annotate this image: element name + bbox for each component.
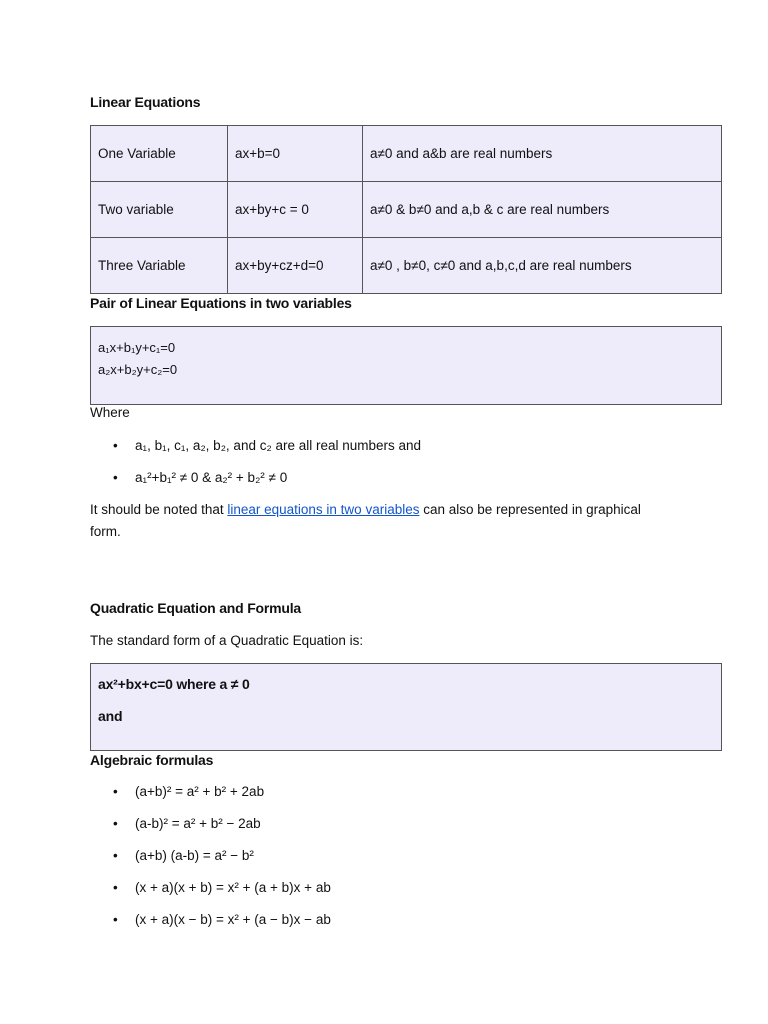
- table-cell: Two variable: [91, 182, 228, 238]
- list-item-text: a₁²+b₁² ≠ 0 & a₂² + b₂² ≠ 0: [135, 470, 288, 485]
- table-cell: a≠0 and a&b are real numbers: [363, 126, 722, 182]
- bullet-marker: •: [113, 816, 118, 831]
- bullet-marker: •: [113, 848, 118, 863]
- where-text: Where: [90, 405, 130, 420]
- table-cell: a≠0 & b≠0 and a,b & c are real numbers: [363, 182, 722, 238]
- algebraic-formulas-heading: Algebraic formulas: [90, 752, 214, 768]
- table-cell: a≠0 , b≠0, c≠0 and a,b,c,d are real numbers: [363, 238, 722, 294]
- quadratic-intro-text: The standard form of a Quadratic Equation is:: [90, 633, 364, 648]
- quadratic-and-text: and: [98, 708, 123, 724]
- graphical-note-line-2: form.: [90, 524, 121, 539]
- table-row: [91, 182, 722, 238]
- table-row: [91, 238, 722, 294]
- bullet-marker: •: [113, 784, 118, 799]
- bullet-marker: •: [113, 912, 118, 927]
- equation-line-2: a₂x+b₂y+c₂=0: [98, 362, 178, 377]
- equation-line-1: a₁x+b₁y+c₁=0: [98, 340, 176, 355]
- linear-equations-table: [90, 125, 722, 294]
- list-item-text: (a-b)² = a² + b² − 2ab: [135, 816, 261, 831]
- pair-equations-box: [90, 326, 722, 405]
- linear-equations-link[interactable]: linear equations in two variables: [227, 502, 420, 517]
- list-item-text: a₁, b₁, c₁, a₂, b₂, and c₂ are all real numbers and: [135, 438, 422, 453]
- linear-equations-heading: Linear Equations: [90, 94, 201, 110]
- table-cell: ax+b=0: [228, 126, 363, 182]
- bullet-marker: •: [113, 438, 118, 453]
- pair-linear-equations-heading: Pair of Linear Equations in two variables: [90, 295, 352, 311]
- table-cell: ax+by+c = 0: [228, 182, 363, 238]
- quadratic-formula-text: ax²+bx+c=0 where a ≠ 0: [98, 676, 250, 692]
- note-text: can also be represented in graphical: [419, 502, 641, 517]
- note-text: It should be noted that: [90, 502, 228, 517]
- table-row: [91, 126, 722, 182]
- table-cell: One Variable: [91, 126, 228, 182]
- list-item-text: (x + a)(x − b) = x² + (a − b)x − ab: [135, 912, 331, 927]
- list-item-text: (a+b)² = a² + b² + 2ab: [135, 784, 265, 799]
- bullet-marker: •: [113, 470, 118, 485]
- quadratic-equation-heading: Quadratic Equation and Formula: [90, 600, 302, 616]
- bullet-marker: •: [113, 880, 118, 895]
- table-cell: Three Variable: [91, 238, 228, 294]
- list-item-text: (x + a)(x + b) = x² + (a + b)x + ab: [135, 880, 331, 895]
- quadratic-formula-box: [90, 663, 722, 751]
- graphical-note-line-1: [90, 502, 641, 517]
- list-item-text: (a+b) (a-b) = a² − b²: [135, 848, 254, 863]
- table-cell: ax+by+cz+d=0: [228, 238, 363, 294]
